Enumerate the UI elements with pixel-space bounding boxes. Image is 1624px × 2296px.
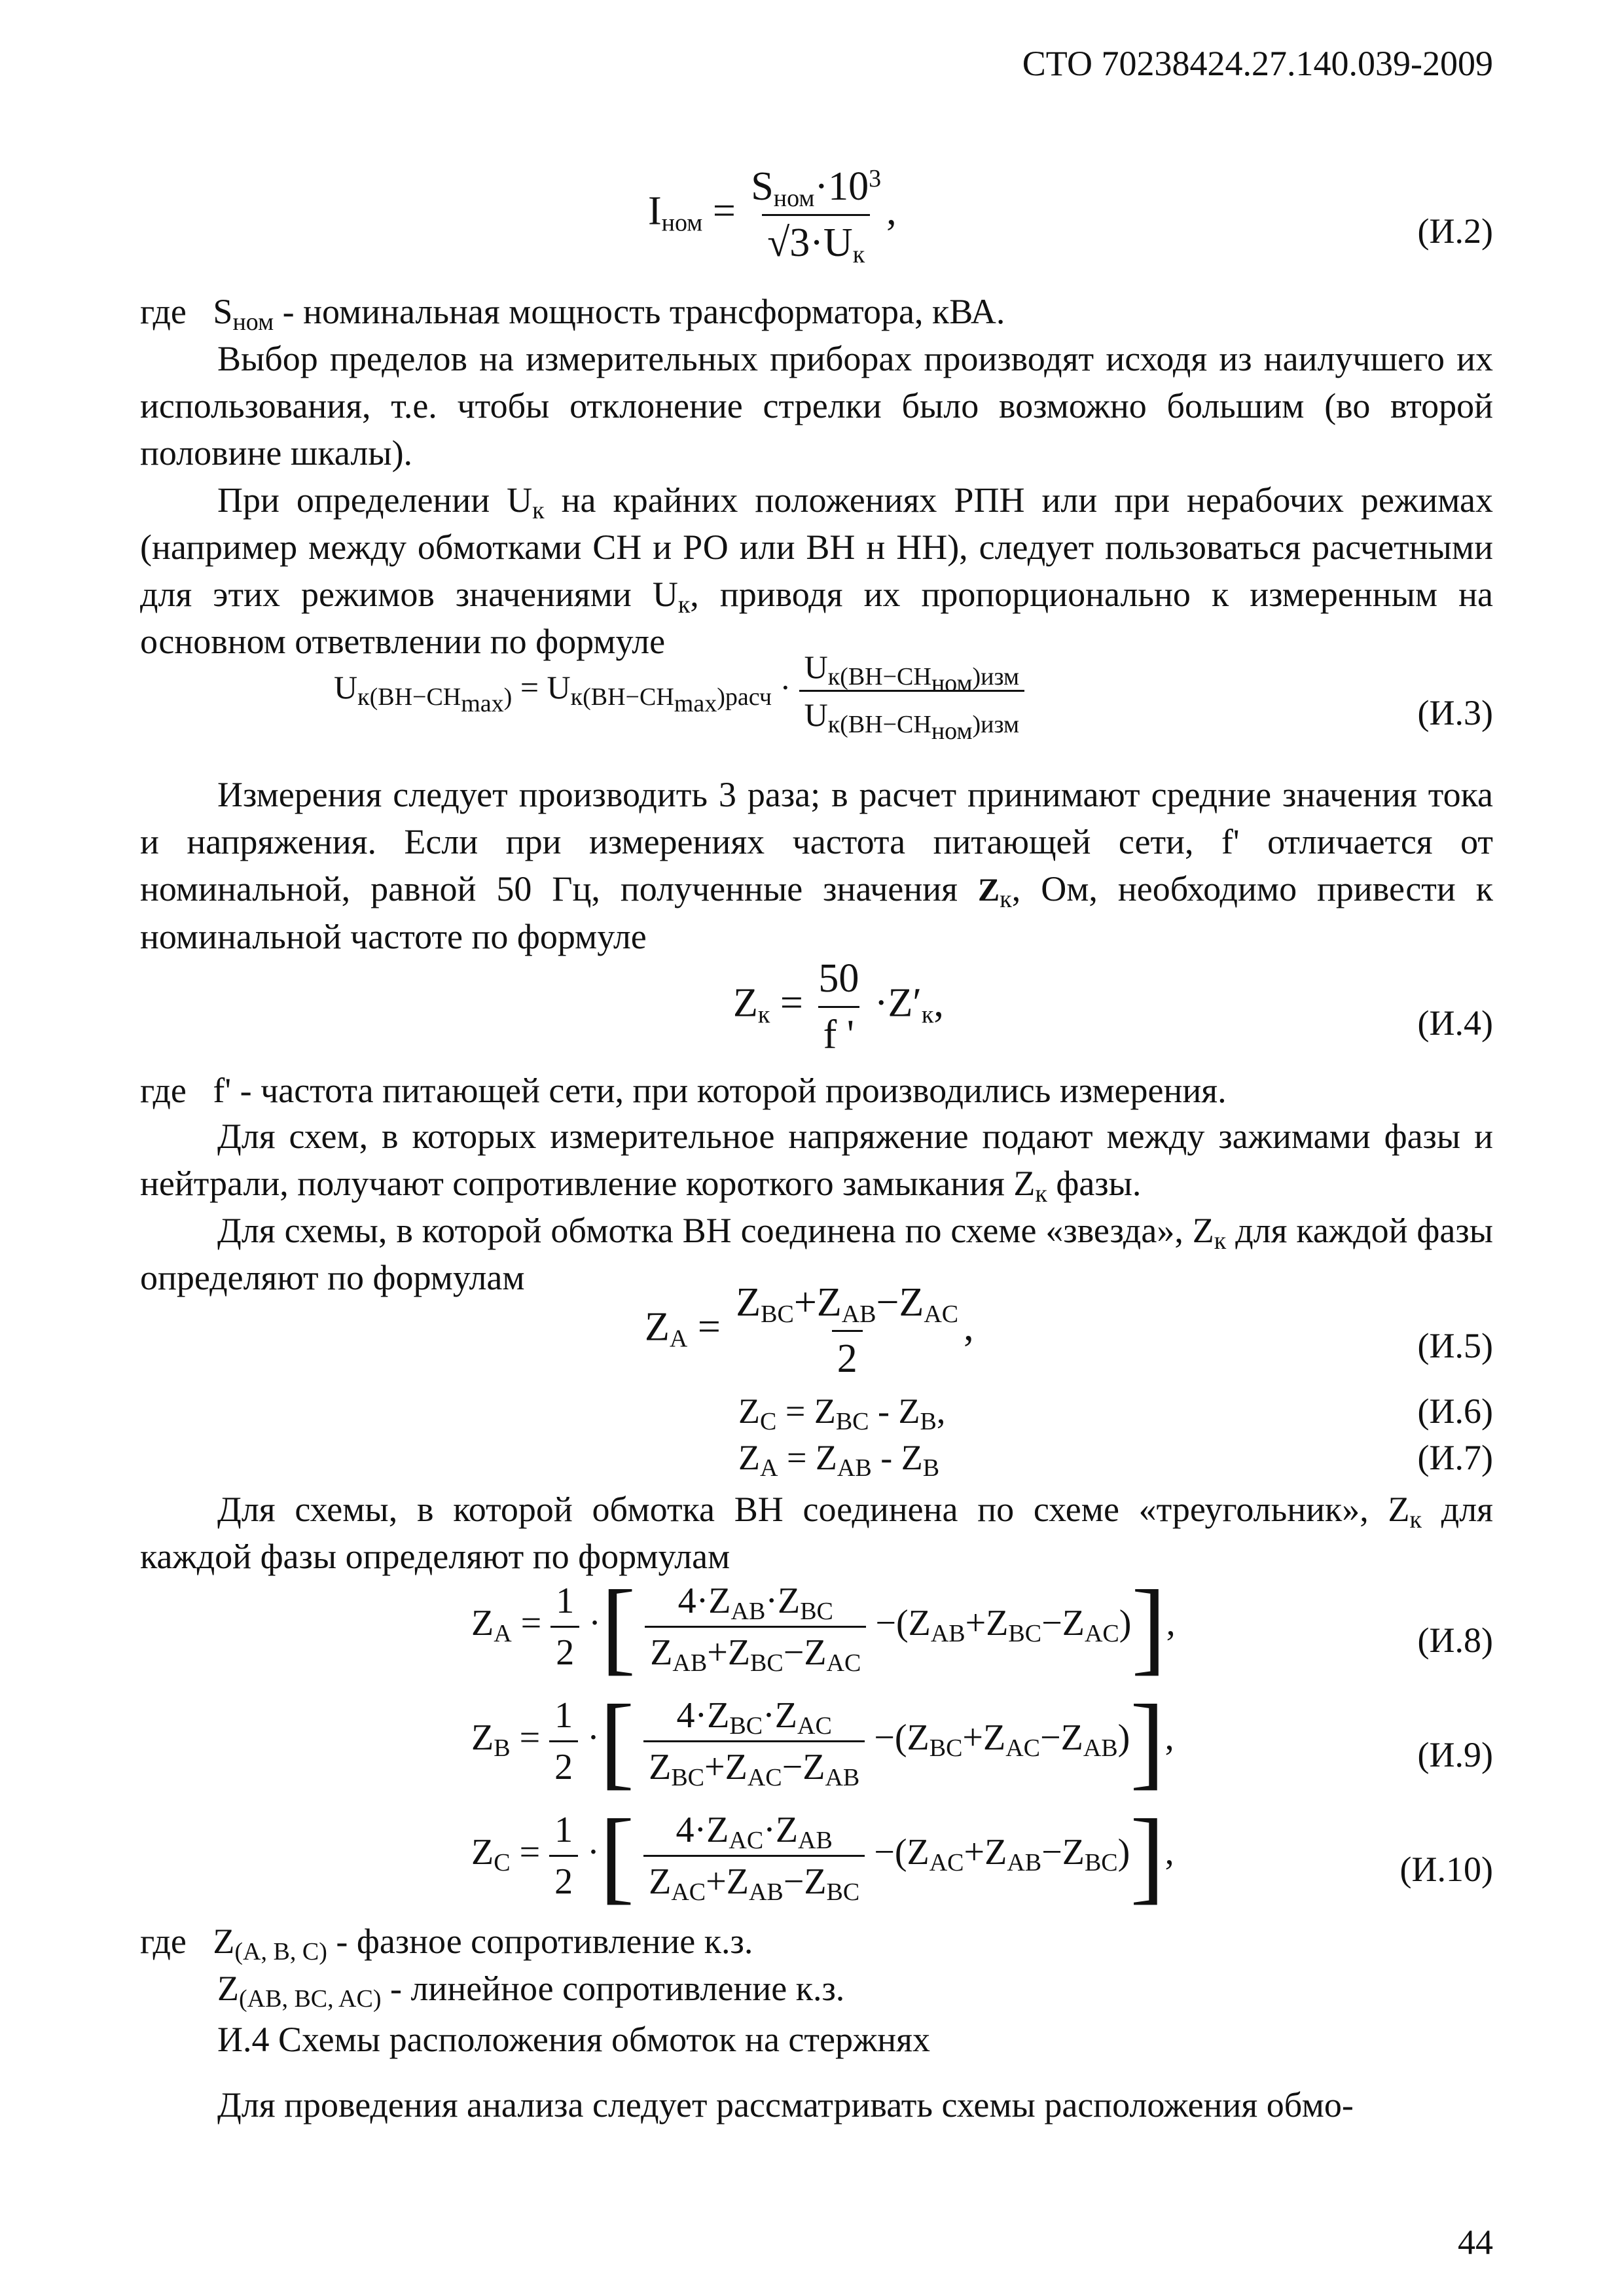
equation-number: (И.10) [1399, 1850, 1493, 1889]
f-definition: где f' - частота питающей сети, при которой производились измерения. [140, 1071, 1227, 1110]
fraction: $\frac{Z_{BC}+Z_{AB}-Z_{AC}}{2}$ [736, 1280, 959, 1381]
formula-i9: $Z_B$ = $\frac{1}{2}$ ·[ $\frac{4\cdot Z_{BC}\cdot Z_{AC}}{Z_{BC}+Z_{AC}-Z_{AB}}$ $-(Z_{BC}+Z_{AC}-Z_{AB})$], [471, 1683, 1174, 1799]
formula-i6: $Z_C = Z_{BC} - Z_B$, [738, 1391, 946, 1435]
page-number: 44 [1458, 2223, 1493, 2262]
formula-i5: $Z_A$ = $\frac{Z_{BC}+Z_{AB}-Z_{AC}}{2}$ , [645, 1280, 974, 1381]
fraction: $\frac{S_{ном}\cdot 10^3}{√3\cdot U_к}$ [751, 164, 882, 268]
snom-definition: где $S_{ном}$ - номинальная мощность трансформатора, кВА. [140, 292, 1005, 336]
paragraph-delta: Для схемы, в которой обмотка ВН соединена по схеме «треугольник», $Z_к$ для каждой фазы определяют по формулам [140, 1490, 1493, 1576]
equation-number: (И.8) [1417, 1621, 1493, 1660]
equation-number: (И.9) [1417, 1735, 1493, 1774]
formula-i10: $Z_C$ = $\frac{1}{2}$ ·[ $\frac{4\cdot Z_{AC}\cdot Z_{AB}}{Z_{AC}+Z_{AB}-Z_{BC}}$ $-(Z_{AC}+Z_{AB}-Z_{BC})$], [471, 1797, 1174, 1914]
formula-i4: $Z_к$ = $\frac{50}{f '}$ $\cdot Z'_к$, [733, 956, 944, 1057]
z-icon: Z [977, 871, 1000, 908]
paragraph-measurements: Измерения следует производить 3 раза; в расчет принимают средние значения тока и напряжения. Если при измерениях частота питающей сети, f' отличается от номинальной, равной 50 Гц, полученные значения $Z_к$, Ом, необходимо привести к номинальной частоте по формуле [140, 775, 1493, 956]
z-phase-definition: где $Z_{(A, B, C)}$ - фазное сопротивление к.з. [140, 1922, 753, 1965]
equation-number: (И.6) [1417, 1391, 1493, 1431]
equation-number: (И.7) [1417, 1438, 1493, 1477]
formula-i2: $I_{ном}$ = $\frac{S_{ном}\cdot 10^3}{√3\cdot U_к}$ , [648, 164, 897, 268]
equation-number: (И.5) [1417, 1326, 1493, 1365]
paragraph-last: Для проведения анализа следует рассматривать схемы расположения обмо- [217, 2085, 1354, 2125]
paragraph-uk: При определении $U_к$ на крайних положениях РПН или при нерабочих режимах (например между обмотками СН и РО или ВН н НН), следует пользоваться расчетными для этих режимов значениями $U_к$, приводя их пропорционально к измеренным на основном ответвлении по формуле [140, 480, 1493, 661]
fraction: $\frac{50}{f '}$ [818, 956, 859, 1057]
formula-i8: $Z_A$ = $\frac{1}{2}$ ·[ $\frac{4\cdot Z_{AB}\cdot Z_{BC}}{Z_{AB}+Z_{BC}-Z_{AC}}$ $-(Z_{AB}+Z_{BC}-Z_{AC})$], [471, 1568, 1176, 1685]
equation-number: (И.4) [1417, 1003, 1493, 1043]
paragraph-limits: Выбор пределов на измерительных приборах производят исходя из наилучшего их использования, т.е. чтобы отклонение стрелки было возможно большим (во второй половине шкалы). [140, 339, 1493, 473]
equation-number: (И.2) [1417, 211, 1493, 251]
z-line-definition: $Z_{(AB, BC, AC)}$ - линейное сопротивление к.з. [217, 1969, 845, 2013]
fraction: $\frac{4\cdot Z_{BC}\cdot Z_{AC}}{Z_{BC}+Z_{AC}-Z_{AB}}$ [643, 1695, 865, 1788]
formula-i3: $U_{к(ВН-СН_{max})} = U_{к(ВН-СН_{max})расч}$ · $\frac{U_{к(ВН-СН_{ном})изм}}{U_{к(ВН-СН_{ном})изм}}$ [334, 648, 1024, 734]
equation-number: (И.3) [1417, 693, 1493, 732]
fraction: $\frac{4\cdot Z_{AC}\cdot Z_{AB}}{Z_{AC}+Z_{AB}-Z_{BC}}$ [643, 1809, 865, 1903]
section-heading: И.4 Схемы расположения обмоток на стержнях [217, 2020, 930, 2059]
paragraph-star: Для схемы, в которой обмотка ВН соединена по схеме «звезда», $Z_к$ для каждой фазы определяют по формулам [140, 1211, 1494, 1297]
paragraph-neutral: Для схем, в которых измерительное напряжение подают между зажимами фазы и нейтрали, получают сопротивление короткого замыкания $Z_к$ фазы. [140, 1117, 1493, 1208]
doc-code: СТО 70238424.27.140.039-2009 [1022, 44, 1493, 83]
fraction: $\frac{U_{к(ВН-СН_{ном})изм}}{U_{к(ВН-СН_{ном})изм}}$ [799, 648, 1024, 734]
formula-i7: $Z_A = Z_{AB} - Z_B$ [738, 1438, 940, 1482]
fraction: $\frac{4\cdot Z_{AB}\cdot Z_{BC}}{Z_{AB}+Z_{BC}-Z_{AC}}$ [645, 1580, 866, 1674]
